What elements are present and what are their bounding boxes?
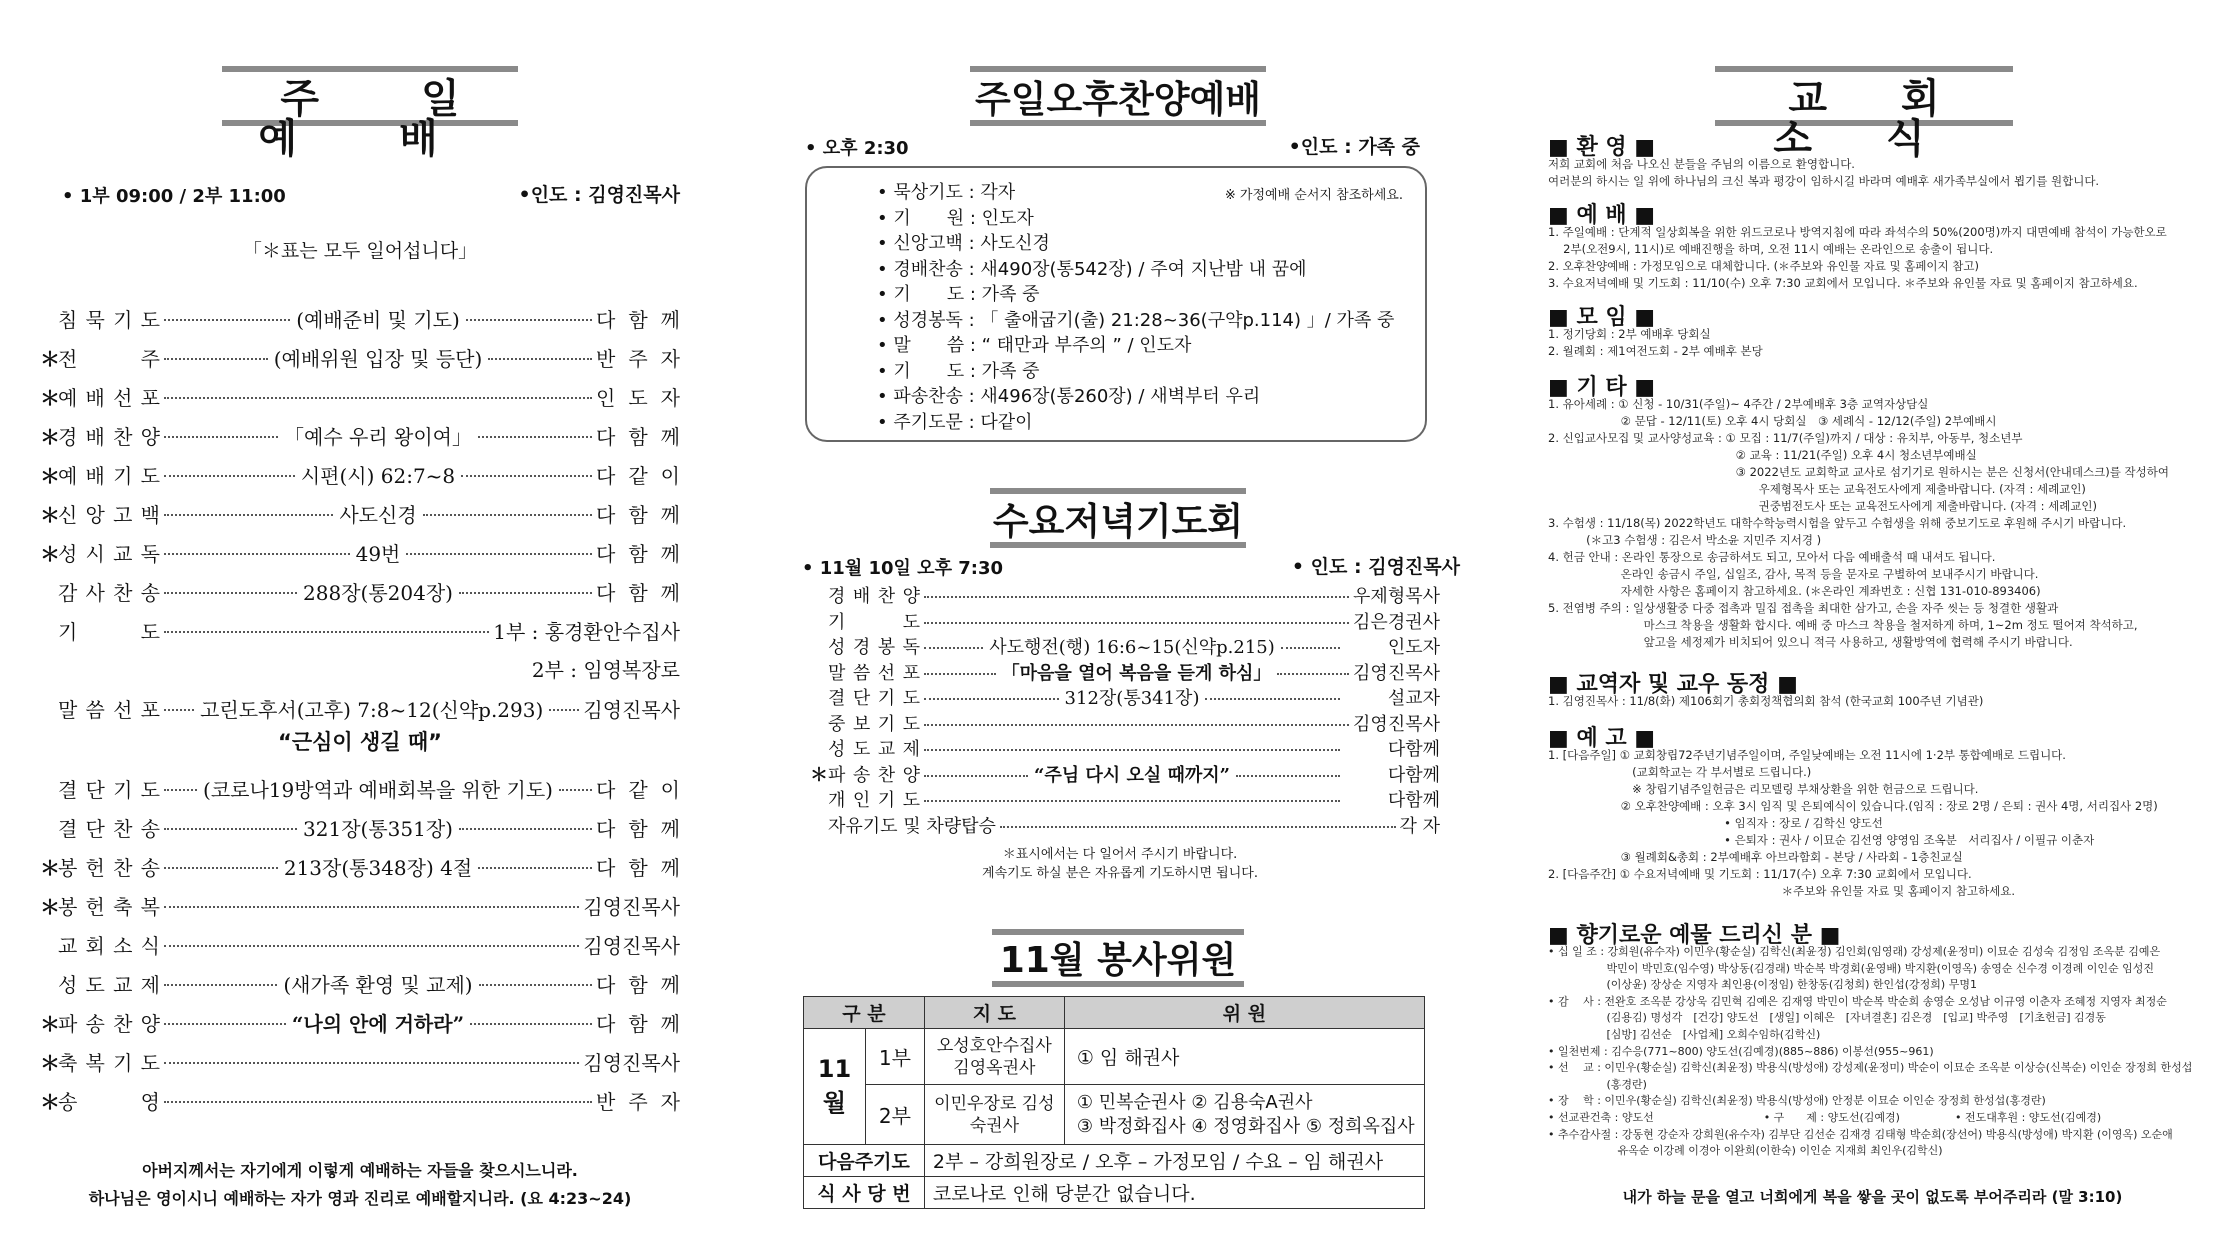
church-news-column bbox=[1530, 0, 2215, 1240]
stand-marker: ＊ bbox=[40, 1089, 60, 1114]
news-line: 3. 수요저녁예배 및 기도회 : 11/10(수) 오후 7:30 교회에서 모입니다. ＊주보와 유인물 자료 및 홈페이지 참고하세요. bbox=[1548, 276, 2138, 290]
row-person: 2부 : 임영복장로 bbox=[531, 657, 680, 682]
row-label: 중 보 기 도 bbox=[828, 713, 920, 735]
row-label: 교 회 소 식 bbox=[58, 933, 160, 958]
news-line: 권중범전도사 또는 교육전도사에게 제출바랍니다. (자격 : 세례교인) bbox=[1548, 499, 2098, 513]
row-content: 312장(통341장) bbox=[1064, 688, 1200, 709]
afternoon-leader: •인도 : 가족 중 bbox=[1288, 136, 1420, 158]
row-label: 기 도 bbox=[58, 619, 160, 644]
row-label: 파 송 찬 양 bbox=[58, 1011, 160, 1036]
worship-row bbox=[810, 762, 1440, 786]
row-person: 김영진목사 bbox=[583, 697, 681, 722]
worship-row bbox=[40, 970, 680, 996]
row-label: 예 배 기 도 bbox=[58, 463, 160, 488]
stand-marker: ＊ bbox=[40, 502, 60, 527]
row-person: 다 함 께 bbox=[596, 502, 680, 527]
other-text bbox=[1548, 396, 2169, 651]
news-line: [심방] 김선순 [사업체] 오희수임하(김학신) bbox=[1548, 1027, 1821, 1041]
meal-duty-value: 코로나로 인해 당분간 없습니다. bbox=[924, 1177, 1424, 1209]
news-line: ② 문답 - 12/11(토) 오후 4시 당회실 ③ 세례식 - 12/12(주일) 2부예배시 bbox=[1548, 414, 1997, 428]
news-line: 마스크 착용을 생활화 합시다. 예배 중 마스크 착용을 철저하게 하며, 1~2m 정도 떨어져 착석하고, bbox=[1548, 618, 2138, 632]
part-2-members-line-2: ③ 박정화집사 ④ 정영화집사 ⑤ 정희옥집사 bbox=[1076, 1115, 1415, 1137]
row-label: 예 배 선 포 bbox=[58, 385, 160, 410]
worship-row bbox=[40, 578, 680, 604]
worship-row bbox=[40, 853, 680, 879]
row-person: 김영진목사 bbox=[583, 933, 680, 958]
worship-row bbox=[40, 695, 680, 721]
row-person: 다 함 께 bbox=[596, 972, 680, 997]
panel-note: ※ 가정예배 순서지 참조하세요. bbox=[1224, 188, 1403, 203]
family-worship-item: • 기 도 : 가족 중 bbox=[877, 360, 1040, 382]
worship-row bbox=[40, 383, 680, 409]
news-line: 자세한 사항은 홈페이지 참고하세요. (＊온라인 계좌번호 : 신협 131-010-893406) bbox=[1548, 584, 2041, 598]
row-content: “나의 안에 거하라” bbox=[291, 1011, 465, 1036]
news-line: • 임직자 : 장로 / 김학신 양도선 bbox=[1548, 816, 1883, 830]
news-line: (＊고3 수험생 : 김은서 박소윤 지민주 지서경 ) bbox=[1548, 533, 1822, 547]
worship-row bbox=[40, 1009, 680, 1035]
row-content: 고린도후서(고후) 7:8~12(신약p.293) bbox=[200, 697, 544, 722]
row-label: 봉 헌 축 복 bbox=[58, 894, 160, 919]
part-1-members: ① 임 해권사 bbox=[1064, 1029, 1424, 1085]
row-person: 반 주 자 bbox=[596, 1089, 680, 1114]
stand-marker: ＊ bbox=[40, 463, 60, 488]
row-person: 다 같 이 bbox=[596, 777, 680, 802]
worship-row bbox=[40, 539, 680, 565]
afternoon-worship-title: 주일오후찬양예배 bbox=[970, 66, 1266, 126]
news-line: • 일천번제 : 김수응(771~800) 양도선(김예경)(885~886) 이봉선(955~961) bbox=[1548, 1044, 1934, 1058]
news-line: 여러분의 하시는 일 위에 하나님의 크신 복과 평강이 임하시길 바라며 예배후 새가족부실에서 뵙기를 원합니다. bbox=[1548, 174, 2100, 188]
row-label: 말 씀 선 포 bbox=[828, 662, 920, 684]
worship-row bbox=[40, 617, 680, 643]
news-line: ② 교육 : 11/21(주일) 오후 4시 청소년부예배실 bbox=[1548, 448, 1977, 462]
news-line: • 선 교 : 이민우(황순실) 김학신(최윤정) 박용식(방성애) 강성제(윤정미) 박순이 이묘순 조옥분 이상승(신복순) 이인순 장정희 한성섭 bbox=[1548, 1061, 2193, 1075]
worship-row bbox=[40, 655, 680, 681]
stand-marker: ＊ bbox=[40, 424, 60, 449]
worship-row bbox=[40, 814, 680, 840]
worship-row bbox=[810, 813, 1440, 837]
row-person: 김영진목사 bbox=[583, 894, 680, 919]
row-person: 다 함 께 bbox=[596, 816, 680, 841]
stand-marker: ＊ bbox=[40, 346, 60, 371]
other-heading: ■ 기 타 ■ bbox=[1548, 375, 1656, 400]
news-line: (홍경란) bbox=[1548, 1077, 1647, 1091]
row-label: 성 경 봉 독 bbox=[828, 637, 920, 658]
row-content: (예배준비 및 기도) bbox=[296, 307, 460, 332]
news-line: • 장 학 : 이민우(황순실) 김학신(최윤정) 박용식(방성애) 안정분 이묘순 이인순 장정희 한성섭(홍경란) bbox=[1548, 1094, 2046, 1108]
row-content: 213장(통348장) 4절 bbox=[283, 855, 473, 880]
row-label: 전 주 bbox=[58, 346, 160, 371]
row-person: 다 함 께 bbox=[596, 307, 680, 332]
footer-verse: 내가 하늘 문을 열고 너희에게 복을 쌓을 곳이 없도록 부어주리라 (말 3:10) bbox=[1622, 1188, 2123, 1206]
row-person: 각 자 bbox=[1399, 815, 1440, 837]
worship-heading: ■ 예 배 ■ bbox=[1548, 203, 1656, 228]
offering-heading: ■ 향기로운 예물 드리신 분 ■ bbox=[1548, 923, 1841, 948]
news-line: 3. 수험생 : 11/18(목) 2022학년도 대학수학능력시험을 앞두고 수험생을 위해 중보기도로 후원해 주시기 바랍니다. bbox=[1548, 516, 2127, 530]
row-content: 시편(시) 62:7~8 bbox=[300, 463, 456, 488]
row-content: (예배위원 입장 및 등단) bbox=[273, 346, 483, 371]
worship-row bbox=[810, 583, 1440, 607]
stand-marker: ＊ bbox=[40, 894, 60, 919]
row-label: 결 단 기 도 bbox=[58, 777, 160, 802]
news-line: • 선교관건축 : 양도선 • 구 제 : 양도선(김예경) • 전도대후원 : 양도선(김예경) bbox=[1548, 1110, 2102, 1124]
news-line: (이상윤) 장상순 지영자 최인용(이정임) 한창동(김청희) 한인섭(강정희) 무명1 bbox=[1548, 978, 1977, 992]
news-line: 1. [다음주일] ① 교회창립72주년기념주일이며, 주일낮예배는 오전 11시에 1·2부 통합예배로 드립니다. bbox=[1548, 748, 2066, 762]
worship-row bbox=[810, 787, 1440, 811]
sermon-title: “근심이 생길 때” bbox=[278, 730, 442, 754]
news-line: 4. 헌금 안내 : 온라인 통장으로 송금하셔도 되고, 모아서 다음 예배출석 때 내셔도 됩니다. bbox=[1548, 550, 1996, 564]
row-content: 321장(통351장) bbox=[303, 816, 453, 841]
row-person: 다함께 bbox=[1387, 790, 1440, 811]
col-header-lead: 지 도 bbox=[924, 997, 1064, 1029]
row-label: 경 배 찬 양 bbox=[58, 424, 160, 449]
news-line: ※ 창립기념주일헌금은 리모델링 부채상환을 위한 헌금으로 드립니다. bbox=[1548, 782, 1979, 796]
notice-heading: ■ 예 고 ■ bbox=[1548, 726, 1656, 751]
news-line: 2. 신입교사모집 및 교사양성교육 : ① 모집 : 11/7(주일)까지 / 대상 : 유치부, 아동부, 청소년부 bbox=[1548, 431, 2023, 445]
news-line: 저희 교회에 처음 나오신 분들을 주님의 이름으로 환영합니다. bbox=[1548, 157, 1855, 171]
row-person: 설교자 bbox=[1387, 688, 1441, 709]
row-person: 다 함 께 bbox=[596, 424, 680, 449]
news-line: 2. [다음주간] ① 수요저녁예배 및 기도회 : 11/17(수) 오후 7:30 교회에서 모입니다. bbox=[1548, 867, 1972, 881]
row-content: (새가족 환영 및 교제) bbox=[283, 972, 473, 997]
row-content: 49번 bbox=[355, 541, 401, 566]
wednesday-time: • 11월 10일 오후 7:30 bbox=[802, 558, 1003, 579]
row-label: 개 인 기 도 bbox=[828, 790, 920, 811]
worship-row bbox=[40, 305, 680, 331]
row-content: 「마음을 열어 복음을 듣게 하심」 bbox=[1001, 662, 1272, 684]
row-label: 결 단 기 도 bbox=[828, 688, 920, 709]
stand-marker: ＊ bbox=[40, 855, 60, 880]
news-line: • 추수감사절 : 강동현 강순자 강희원(유수자) 김부단 김선순 김재경 김태형 박순희(장선어) 박용식(방성애) 박지환 (이영옥) 오순애 bbox=[1548, 1127, 2173, 1141]
worship-text bbox=[1548, 224, 2167, 292]
row-person: 다함께 bbox=[1387, 739, 1440, 760]
news-line: • 감 사 : 전완호 조옥분 강상욱 김민혁 김예은 김재영 박민이 박순복 박순희 송영순 오성남 이규영 이춘자 조혜정 지영자 최정순 bbox=[1548, 994, 2167, 1008]
worship-row bbox=[40, 500, 680, 526]
row-person: 김영진목사 bbox=[1353, 662, 1440, 684]
sunday-worship-column bbox=[0, 0, 720, 1240]
row-label: 성 시 교 독 bbox=[58, 541, 160, 566]
stand-marker: ＊ bbox=[40, 541, 60, 566]
row-label: 기 도 bbox=[828, 611, 920, 633]
month-cell: 11월 bbox=[804, 1029, 866, 1145]
next-prayer-label: 다음주기도 bbox=[804, 1145, 925, 1177]
worship-row bbox=[40, 461, 680, 487]
news-line: 유옥순 이강례 이경아 이완희(이한숙) 이인순 지재희 최인우(김학신) bbox=[1548, 1144, 1943, 1158]
row-label: 축 복 기 도 bbox=[58, 1050, 160, 1075]
part-1-lead: 오성호안수집사 김영옥권사 bbox=[924, 1029, 1064, 1085]
family-worship-item: • 신앙고백 : 사도신경 bbox=[877, 233, 1050, 254]
row-label: 신 앙 고 백 bbox=[58, 502, 160, 527]
row-label: 결 단 찬 송 bbox=[58, 816, 160, 841]
meal-duty-label: 식 사 당 번 bbox=[804, 1177, 925, 1209]
col-header-division: 구 분 bbox=[804, 997, 925, 1029]
offering-text bbox=[1548, 944, 2192, 1160]
news-line: 2. 월례회 : 제1여전도회 - 2부 예배후 본당 bbox=[1548, 344, 1763, 358]
news-line: 우제형목사 또는 교육전도사에게 제출바랍니다. (자격 : 세례교인) bbox=[1548, 482, 2086, 496]
family-worship-item: • 말 씀 : “ 태만과 부주의 ” / 인도자 bbox=[877, 335, 1192, 356]
row-content: (코로나19방역과 예배회복을 위한 기도) bbox=[203, 777, 553, 802]
news-line: 2. 오후찬양예배 : 가정모임으로 대체합니다. (＊주보와 유인물 자료 및 홈페이지 참고) bbox=[1548, 259, 1980, 273]
worship-row bbox=[40, 931, 680, 957]
row-person: 우제형목사 bbox=[1353, 586, 1440, 607]
row-person: 인도자 bbox=[1387, 637, 1441, 658]
row-label: 침 묵 기 도 bbox=[58, 307, 160, 332]
news-line: 1. 정기당회 : 2부 예배후 당회실 bbox=[1548, 327, 1711, 341]
worship-row bbox=[810, 736, 1440, 760]
family-worship-item: • 파송찬송 : 새496장(통260장) / 새벽부터 우리 bbox=[877, 386, 1261, 407]
row-person: 다 함 께 bbox=[596, 580, 680, 605]
row-person: 김영진목사 bbox=[583, 1050, 680, 1075]
stand-marker: ＊ bbox=[810, 764, 828, 786]
news-line: • 십 일 조 : 강희원(유수자) 이민우(황순실) 김학신(최윤정) 김인회(임영래) 강성제(윤정미) 이묘순 김성숙 김정임 조옥분 김예은 bbox=[1548, 945, 2161, 958]
row-content: 사도신경 bbox=[339, 502, 417, 527]
col-header-members: 위 원 bbox=[1064, 997, 1424, 1029]
family-worship-item: • 성경봉독 : 「 출애굽기(출) 21:28~36(구약p.114) 」/ 가족 중 bbox=[877, 309, 1395, 331]
worship-time: • 1부 09:00 / 2부 11:00 bbox=[62, 186, 286, 207]
row-person: 인 도 자 bbox=[596, 385, 680, 410]
row-label: 봉 헌 찬 송 bbox=[58, 855, 160, 880]
news-line: • 은퇴자 : 권사 / 이묘순 김선영 양영임 조옥분 서리집사 / 이필규 이춘자 bbox=[1548, 833, 2095, 847]
news-line: 2부(오전9시, 11시)로 예배진행을 하며, 오전 11시 예배는 온라인으로 송출이 됩니다. bbox=[1548, 242, 1994, 256]
welcome-heading: ■ 환 영 ■ bbox=[1548, 135, 1656, 160]
next-prayer-value: 2부 – 강희원장로 / 오후 – 가정모임 / 수요 – 임 해권사 bbox=[924, 1145, 1424, 1177]
stand-marker: ＊ bbox=[40, 385, 60, 410]
sunday-worship-title: 주 일 예 배 bbox=[222, 66, 518, 126]
row-person: 다 같 이 bbox=[596, 463, 680, 488]
worship-row bbox=[40, 1087, 680, 1113]
wednesday-prayer-title: 수요저녁기도회 bbox=[990, 488, 1246, 548]
family-worship-item: • 묵상기도 : 각자 bbox=[877, 182, 1016, 203]
row-content: “주님 다시 오실 때까지” bbox=[1034, 764, 1230, 786]
worship-row bbox=[40, 422, 680, 448]
row-content: 「예수 우리 왕이여」 bbox=[284, 424, 472, 449]
news-line: 앞고을 세정제가 비치되어 있으니 적극 사용하고, 생활방역에 협력해 주시기 바랍니다. bbox=[1548, 635, 2073, 649]
service-committee-table bbox=[803, 996, 1425, 1209]
part-2-label: 2부 bbox=[866, 1085, 925, 1145]
worship-row bbox=[810, 634, 1440, 658]
news-line: 5. 전염병 주의 : 일상생활중 다중 접촉과 밀집 접촉을 최대한 삼가고, 손을 자주 씻는 등 청결한 생활과 bbox=[1548, 601, 2059, 615]
row-content: 사도행전(행) 16:6~15(신약p.215) bbox=[989, 637, 1275, 658]
row-label: 파 송 찬 양 bbox=[828, 764, 920, 786]
row-label: 성 도 교 제 bbox=[828, 739, 920, 760]
part-2-members-line-1: ① 민복순권사 ② 김용숙A권사 bbox=[1076, 1091, 1313, 1113]
wednesday-note-1: ＊표시에서는 다 일어서 주시기 바랍니다. bbox=[1002, 847, 1238, 862]
standing-note: 「＊표는 모두 일어섭니다」 bbox=[242, 240, 478, 262]
family-worship-item: • 경배찬송 : 새490장(통542장) / 주여 지난밤 내 꿈에 bbox=[877, 258, 1307, 280]
news-line: 1. 주일예배 : 단계적 일상회복을 위한 위드코로나 방역지침에 따라 좌석수의 50%(200명)까지 대면예배 참석이 가능한오로 bbox=[1548, 225, 2167, 239]
staff-news-heading: ■ 교역자 및 교우 동정 ■ bbox=[1548, 672, 1798, 697]
meeting-text bbox=[1548, 326, 1763, 360]
wednesday-leader: • 인도 : 김영진목사 bbox=[1291, 556, 1460, 578]
news-line: 1. 유아세례 : ① 신청 - 10/31(주일)~ 4주간 / 2부예배후 3층 교역자상담실 bbox=[1548, 397, 1929, 411]
scripture-verse-2: 하나님은 영이시니 예배하는 자가 영과 진리로 예배할지니라. (요 4:23~24) bbox=[88, 1189, 632, 1208]
family-worship-item: • 기 도 : 가족 중 bbox=[877, 284, 1040, 305]
family-worship-panel bbox=[805, 166, 1427, 442]
worship-row bbox=[810, 660, 1440, 684]
service-committee-title: 11월 봉사위원 bbox=[992, 929, 1244, 987]
row-label: 경 배 찬 양 bbox=[828, 586, 920, 607]
news-line: 온라인 송금시 주일, 십일조, 감사, 목적 등을 문자로 구별하여 보내주시기 바랍니다. bbox=[1548, 567, 2039, 581]
worship-row bbox=[810, 609, 1440, 633]
row-label: 자유기도 및 차량탑승 bbox=[828, 815, 996, 837]
family-worship-order bbox=[877, 180, 1394, 435]
afternoon-time: • 오후 2:30 bbox=[805, 138, 909, 159]
worship-row bbox=[40, 775, 680, 801]
scripture-verse-1: 아버지께서는 자기에게 이렇게 예배하는 자들을 찾으시느니라. bbox=[142, 1161, 578, 1180]
news-line: ③ 월례회&총회 : 2부예배후 아브라함회 - 본당 / 사라회 - 1층친교실 bbox=[1548, 850, 1963, 864]
meeting-heading: ■ 모 임 ■ bbox=[1548, 305, 1656, 330]
news-line: ③ 2022년도 교회학교 교사로 섬기기로 원하시는 분은 신청서(안내데스크)를 작성하여 bbox=[1548, 465, 2169, 479]
news-line: ② 오후찬양예배 : 오후 3시 임직 및 은퇴예식이 있습니다.(임직 : 장로 2명 / 은퇴 : 권사 4명, 서리집사 2명) bbox=[1548, 799, 2158, 813]
news-line: 박민이 박민호(임수영) 박상동(김경래) 박순복 박경회(윤영배) 박지환(이영옥) 송영순 신수경 이경례 이인순 임성진 bbox=[1548, 961, 2154, 975]
row-person: 다 함 께 bbox=[596, 855, 680, 880]
family-worship-item: • 기 원 : 인도자 bbox=[877, 207, 1034, 229]
news-line: 1. 김영진목사 : 11/8(화) 제106회기 총회정책협의회 참석 (한국교회 100주년 기념관) bbox=[1548, 694, 1984, 708]
stand-marker: ＊ bbox=[40, 1050, 60, 1075]
news-line: (김용김) 명성각 [건강] 양도선 [생일] 이혜은 [자녀결혼] 김은경 [입교] 박주영 [기초헌금] 김경동 bbox=[1548, 1011, 2106, 1025]
worship-row bbox=[810, 685, 1440, 709]
worship-row bbox=[810, 711, 1440, 735]
row-person: 1부 : 홍경환안수집사 bbox=[493, 619, 680, 644]
part-2-lead: 이민우장로 김성숙권사 bbox=[924, 1085, 1064, 1145]
church-news-title: 교 회 소 식 bbox=[1715, 66, 2013, 126]
row-person: 다 함 께 bbox=[596, 1011, 680, 1036]
row-person: 반 주 자 bbox=[596, 346, 680, 371]
part-1-label: 1부 bbox=[866, 1029, 925, 1085]
news-line: (교회학교는 각 부서별로 드립니다.) bbox=[1548, 765, 1812, 779]
worship-leader: •인도 : 김영진목사 bbox=[518, 184, 680, 206]
family-worship-item: • 주기도문 : 다같이 bbox=[877, 411, 1033, 433]
row-person: 김은경권사 bbox=[1353, 611, 1440, 633]
row-person: 김영진목사 bbox=[1353, 713, 1440, 735]
welcome-text bbox=[1548, 156, 2099, 190]
staff-news-text bbox=[1548, 693, 1983, 710]
row-label: 감 사 찬 송 bbox=[58, 580, 160, 605]
row-label: 성 도 교 제 bbox=[58, 972, 160, 997]
worship-row bbox=[40, 344, 680, 370]
row-label: 말 씀 선 포 bbox=[58, 697, 160, 722]
stand-marker: ＊ bbox=[40, 1011, 60, 1036]
wednesday-note-2: 계속기도 하실 분은 자유롭게 기도하시면 됩니다. bbox=[982, 866, 1258, 881]
worship-row bbox=[40, 892, 680, 918]
notice-text bbox=[1548, 747, 2158, 900]
row-label: 송 영 bbox=[58, 1089, 160, 1114]
news-line: ＊주보와 유인물 자료 및 홈페이지 참고하세요. bbox=[1548, 884, 2016, 898]
row-content: 288장(통204장) bbox=[303, 580, 453, 605]
worship-row bbox=[40, 1048, 680, 1074]
afternoon-worship-column bbox=[780, 0, 1460, 1240]
row-person: 다 함 께 bbox=[596, 541, 680, 566]
row-person: 다함께 bbox=[1387, 764, 1440, 786]
